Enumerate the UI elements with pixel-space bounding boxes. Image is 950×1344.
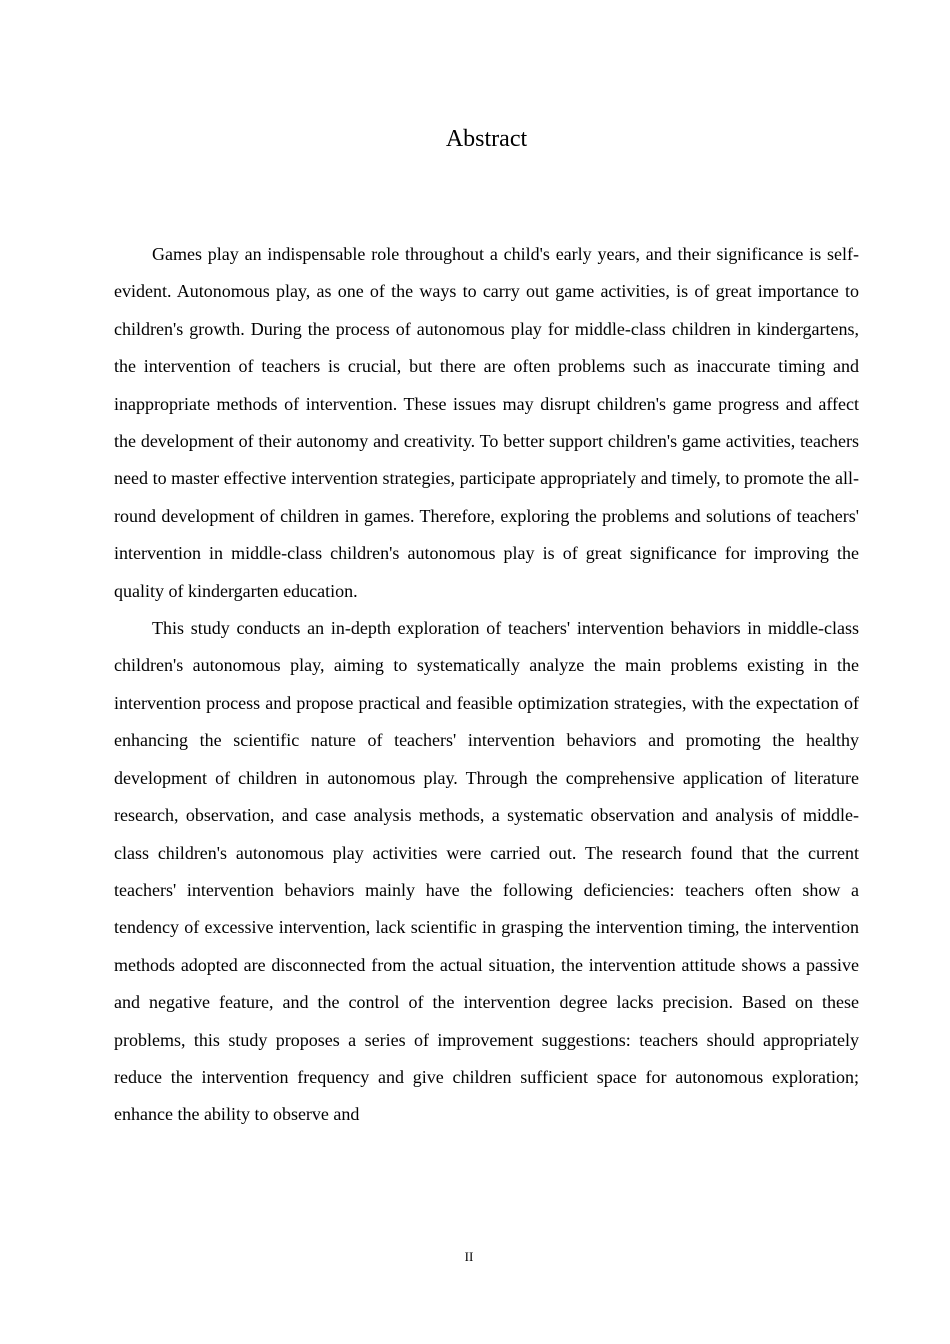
abstract-body: [114, 236, 859, 1134]
abstract-paragraph-1: Games play an indispensable role throughout a child's early years, and their significance is self-evident. Autonomous play, as one of the ways to carry out game activities, is of great importance to children's growth. During the process of autonomous play for middle-class children in kindergartens, the intervention of teachers is crucial, but there are often problems such as inaccurate timing and inappropriate methods of intervention. These issues may disrupt children's game progress and affect the development of their autonomy and creativity. To better support children's game activities, teachers need to master effective intervention strategies, participate appropriately and timely, to promote the all-round development of children in games. Therefore, exploring the problems and solutions of teachers' intervention in middle-class children's autonomous play is of great significance for improving the quality of kindergarten education.: [114, 244, 859, 601]
abstract-paragraph-2: This study conducts an in-depth exploration of teachers' intervention behaviors in middle-class children's autonomous play, aiming to systematically analyze the main problems existing in the intervention process and propose practical and feasible optimization strategies, with the expectation of enhancing the scientific nature of teachers' intervention behaviors and promoting the healthy development of children in autonomous play. Through the comprehensive application of literature research, observation, and case analysis methods, a systematic observation and analysis of middle-class children's autonomous play activities were carried out. The research found that the current teachers' intervention behaviors mainly have the following deficiencies: teachers often show a tendency of excessive intervention, lack scientific in grasping the intervention timing, the intervention methods adopted are disconnected from the actual situation, the intervention attitude shows a passive and negative feature, and the control of the intervention degree lacks precision. Based on these problems, this study proposes a series of improvement suggestions: teachers should appropriately reduce the intervention frequency and give children sufficient space for autonomous exploration; enhance the ability to observe and: [114, 618, 859, 1125]
page-number: II: [464, 1249, 474, 1264]
page-title: Abstract: [445, 126, 528, 152]
